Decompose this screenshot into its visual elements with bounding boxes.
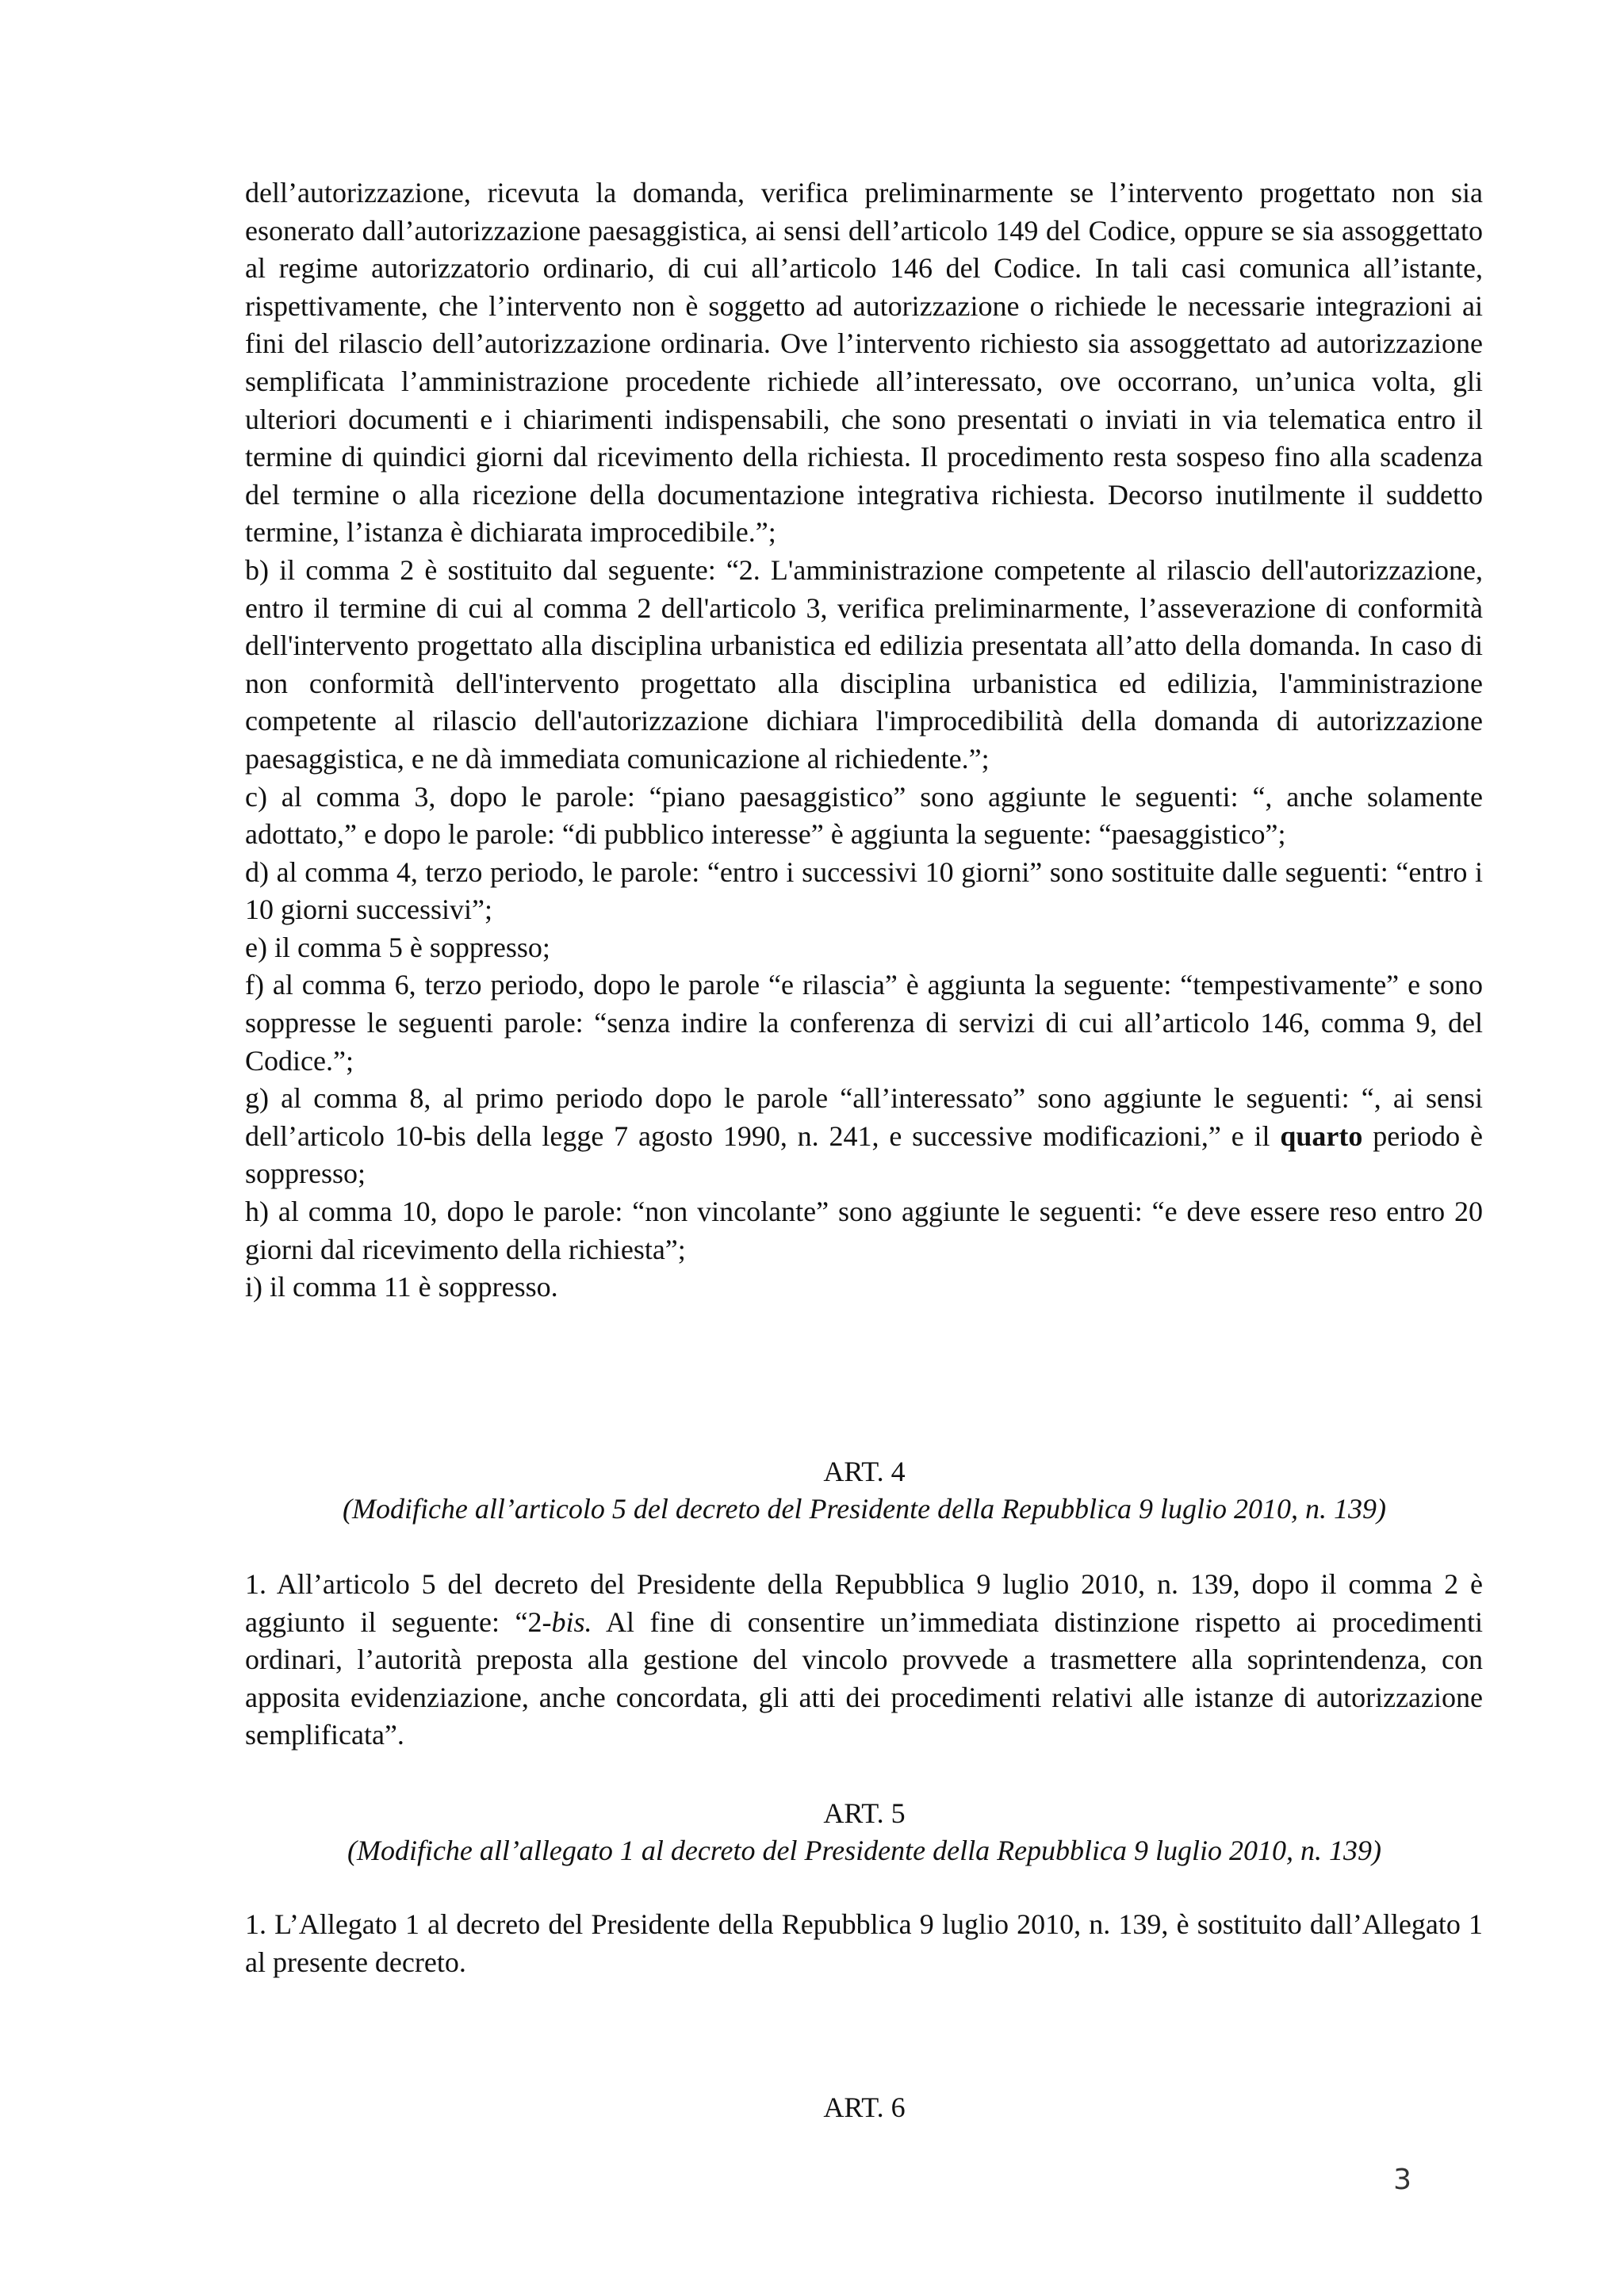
paragraph-g xyxy=(245,1080,1483,1193)
page-number: 3 xyxy=(1393,2164,1411,2196)
paragraph-g-bold-word: quarto xyxy=(1280,1119,1363,1152)
paragraph-g-text-after: periodo è soppresso; xyxy=(245,1119,1483,1190)
article-5-body xyxy=(245,1906,1483,1981)
paragraph-a-continuation: dell’autorizzazione, ricevuta la domanda, verifica preliminarmente se l’intervento progettato non sia esonerato dall’autorizzazione paesaggistica, ai sensi dell’articolo 149 del Codice, oppure se sia assoggettato al regime autorizzatorio ordinario, di cui all’articolo 146 del Codice. In tali casi comunica all’istante, rispettivamente, che l’intervento non è soggetto ad autorizzazione o richiede le necessarie integrazioni ai fini del rilascio dell’autorizzazione ordinaria. Ove l’intervento richiesto sia assoggettato ad autorizzazione semplificata l’amministrazione procedente richiede all’interessato, ove occorrano, un’unica volta, gli ulteriori documenti e i chiarimenti indispensabili, che sono presentati o inviati in via telematica entro il termine di quindici giorni dal ricevimento della richiesta. Il procedimento resta sospeso fino alla scadenza del termine o alla ricezione della documentazione integrativa richiesta. Decorso inutilmente il suddetto termine, l’istanza è dichiarata improcedibile.”; xyxy=(245,177,1483,549)
paragraph-c: c) al comma 3, dopo le parole: “piano paesaggistico” sono aggiunte le seguenti: “, anche solamente adottato,” e dopo le parole: “di pubblico interesse” è aggiunta la seguente: “paesaggistico”; xyxy=(245,780,1483,851)
article-4-body xyxy=(245,1566,1483,1755)
article-4-italic-text: bis. xyxy=(551,1605,592,1638)
article-5-heading: ART. 5 xyxy=(823,1797,906,1829)
article-4-title: (Modifiche all’articolo 5 del decreto del Presidente della Repubblica 9 luglio 2010, n. 139) xyxy=(342,1493,1387,1525)
article-4-text-after: Al fine di consentire un’immediata distinzione rispetto ai procedimenti ordinari, l’autorità preposta alla gestione del vincolo provvede a trasmettere alla soprintendenza, con apposita evidenziazione, anche concordata, gli atti dei procedimenti relativi alle istanze di autorizzazione semplificata”. xyxy=(245,1605,1483,1751)
paragraph-h: h) al comma 10, dopo le parole: “non vincolante” sono aggiunte le seguenti: “e deve essere reso entro 20 giorni dal ricevimento della richiesta”; xyxy=(245,1196,1483,1265)
paragraph-g-text-before: g) al comma 8, al primo periodo dopo le parole “all’interessato” sono aggiunte le seguenti: “, ai sensi dell’articolo 10-bis della legge 7 agosto 1990, n. 241, e successive modificazioni,” e il xyxy=(245,1082,1483,1152)
article-6-heading: ART. 6 xyxy=(823,2091,906,2123)
article-5-title: (Modifiche all’allegato 1 al decreto del Presidente della Repubblica 9 luglio 2010, n. 139) xyxy=(347,1835,1382,1866)
paragraph-d: d) al comma 4, terzo periodo, le parole: “entro i successivi 10 giorni” sono sostituite dalle seguenti: “entro i 10 giorni successivi”; xyxy=(245,855,1483,926)
paragraph-e: e) il comma 5 è soppresso; xyxy=(245,931,550,963)
article-4-text-before: 1. All’articolo 5 del decreto del Presidente della Repubblica 9 luglio 2010, n. 139, dopo il comma 2 è aggiunto il seguente: “2- xyxy=(245,1568,1483,1638)
article-5-paragraph: 1. L’Allegato 1 al decreto del Presidente della Repubblica 9 luglio 2010, n. 139, è sostituito dall’Allegato 1 al presente decreto. xyxy=(245,1908,1483,1978)
paragraph-f: f) al comma 6, terzo periodo, dopo le parole “e rilascia” è aggiunta la seguente: “tempestivamente” e sono soppresse le seguenti parole: “senza indire la conferenza di servizi di cui all’articolo 146, comma 9, del Codice.”; xyxy=(245,969,1483,1077)
paragraph-b: b) il comma 2 è sostituito dal seguente: “2. L'amministrazione competente al rilascio dell'autorizzazione, entro il termine di cui al comma 2 dell'articolo 3, verifica preliminarmente, l’asseverazione di conformità dell'intervento progettato alla disciplina urbanistica ed edilizia presentata all’atto della domanda. In caso di non conformità dell'intervento progettato alla disciplina urbanistica ed edilizia, l'amministrazione competente al rilascio dell'autorizzazione dichiara l'improcedibilità della domanda di autorizzazione paesaggistica, e ne dà immediata comunicazione al richiedente.”; xyxy=(245,553,1483,775)
article-3-continuation xyxy=(245,174,1483,1307)
article-4-heading: ART. 4 xyxy=(823,1456,906,1487)
paragraph-i: i) il comma 11 è soppresso. xyxy=(245,1271,558,1303)
article-4-paragraph xyxy=(245,1566,1483,1755)
